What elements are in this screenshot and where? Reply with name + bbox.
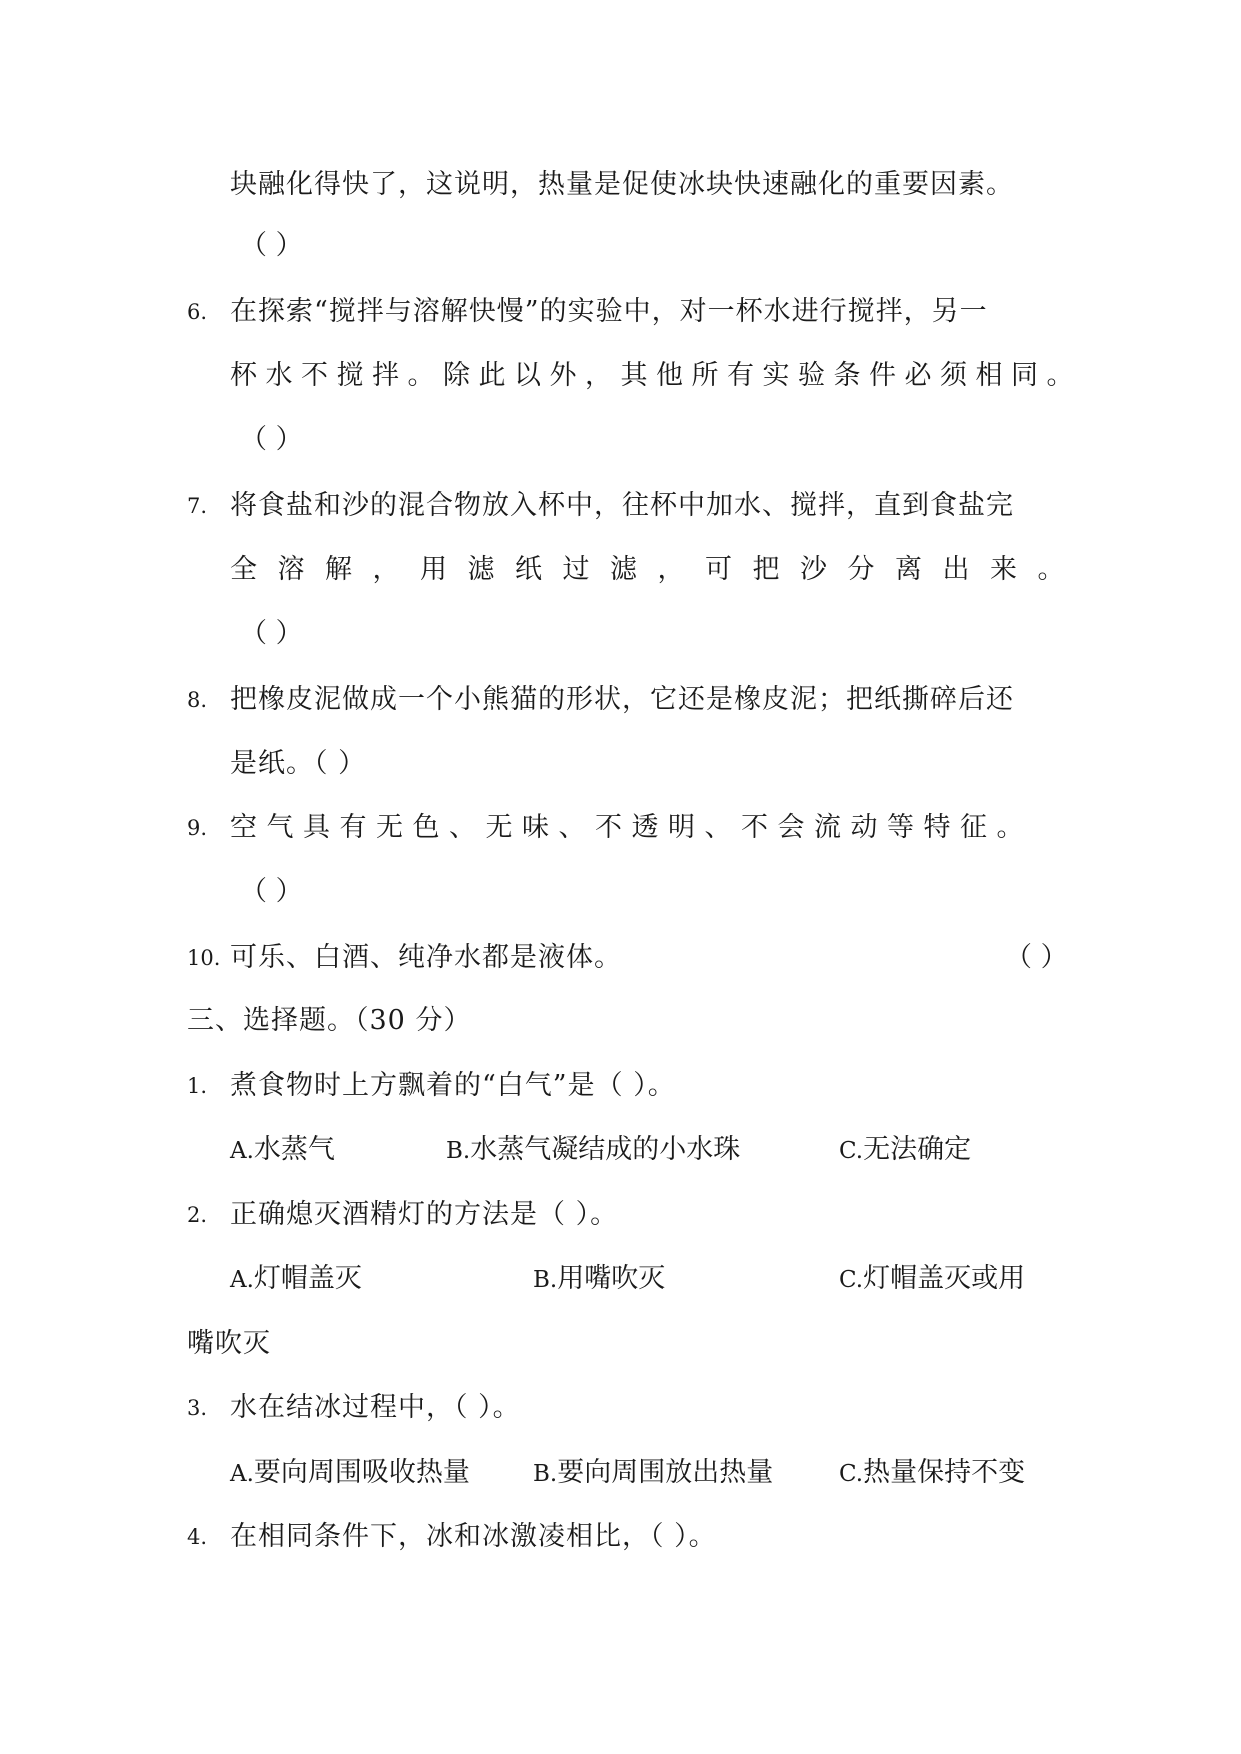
c1-option-c-text: 无法确定 [863,1134,972,1165]
q10-text: 可乐、白酒、纯净水都是液体。 [230,942,622,973]
c1-option-a[interactable] [230,1126,335,1175]
q6-text-line1: 在探索“搅拌与溶解快慢”的实验中，对一杯水进行搅拌，另一 [230,296,988,327]
q9-answer-blank[interactable]: （ ） [240,876,303,907]
q5-answer-blank[interactable]: （ ） [240,230,303,261]
c1-option-a-text: 水蒸气 [253,1134,335,1165]
c3-option-c-text: 热量保持不变 [863,1457,1026,1488]
c2-option-a-text: 灯帽盖灭 [253,1263,362,1294]
q9-text: 空气具有无色、无味、不透明、不会流动等特征。 [230,812,1033,843]
c3-option-a[interactable] [230,1449,470,1498]
c4-number: 4. [187,1525,208,1549]
q6-answer-blank[interactable]: （ ） [240,424,303,455]
q10-answer-blank[interactable]: （ ） [1005,942,1068,973]
c4-text: 在相同条件下，冰和冰激凌相比，（ ）。 [230,1521,717,1552]
c1-option-b-label: B. [446,1138,471,1164]
c2-option-b-text: 用嘴吹灭 [557,1263,666,1294]
c1-option-a-label: A. [230,1138,254,1164]
c2-text: 正确熄灭酒精灯的方法是（ ）。 [230,1199,619,1230]
c1-option-b[interactable] [446,1126,740,1175]
c3-option-b-text: 要向周围放出热量 [557,1457,774,1488]
c3-number: 3. [187,1396,208,1420]
c1-option-c-label: C. [839,1138,864,1164]
c3-option-a-text: 要向周围吸收热量 [253,1457,470,1488]
q6-text-line2: 杯水不搅拌。除此以外，其他所有实验条件必须相同。 [230,360,1082,391]
q10-number: 10. [187,946,221,970]
c2-option-c[interactable] [839,1255,1025,1304]
c3-option-b-label: B. [533,1461,558,1487]
q8-number: 8. [187,688,208,712]
c3-text: 水在结冰过程中，（ ）。 [230,1392,521,1423]
q6-number: 6. [187,300,208,324]
c2-number: 2. [187,1203,208,1227]
q8-text-line1: 把橡皮泥做成一个小熊猫的形状，它还是橡皮泥；把纸撕碎后还 [230,684,1014,715]
q7-number: 7. [187,494,208,518]
q8-text-line2[interactable]: 是纸。（ ） [230,748,367,779]
c1-text: 煮食物时上方飘着的“白气”是（ ）。 [230,1070,676,1101]
c2-option-a-label: A. [230,1267,254,1293]
q5-text: 块融化得快了，这说明，热量是促使冰块快速融化的重要因素。 [230,169,1014,200]
c3-option-a-label: A. [230,1461,254,1487]
q7-text-line1: 将食盐和沙的混合物放入杯中，往杯中加水、搅拌，直到食盐完 [230,490,1014,521]
q9-number: 9. [187,816,208,840]
c1-option-b-text: 水蒸气凝结成的小水珠 [470,1134,741,1165]
c2-option-c-continuation: 嘴吹灭 [187,1328,271,1359]
c2-option-b-label: B. [533,1267,558,1293]
c2-option-c-text: 灯帽盖灭或用 [863,1263,1026,1294]
c1-number: 1. [187,1074,208,1098]
c2-option-a[interactable] [230,1255,362,1304]
c3-option-c[interactable] [839,1449,1025,1498]
c2-option-c-label: C. [839,1267,864,1293]
section3-title: 三、选择题。（30 分） [187,1005,472,1036]
c3-option-c-label: C. [839,1461,864,1487]
c2-option-b[interactable] [533,1255,665,1304]
q7-answer-blank[interactable]: （ ） [240,618,303,649]
c1-option-c[interactable] [839,1126,971,1175]
q7-text-line2: 全溶解，用滤纸过滤，可把沙分离出来。 [230,554,1085,585]
c3-option-b[interactable] [533,1449,773,1498]
